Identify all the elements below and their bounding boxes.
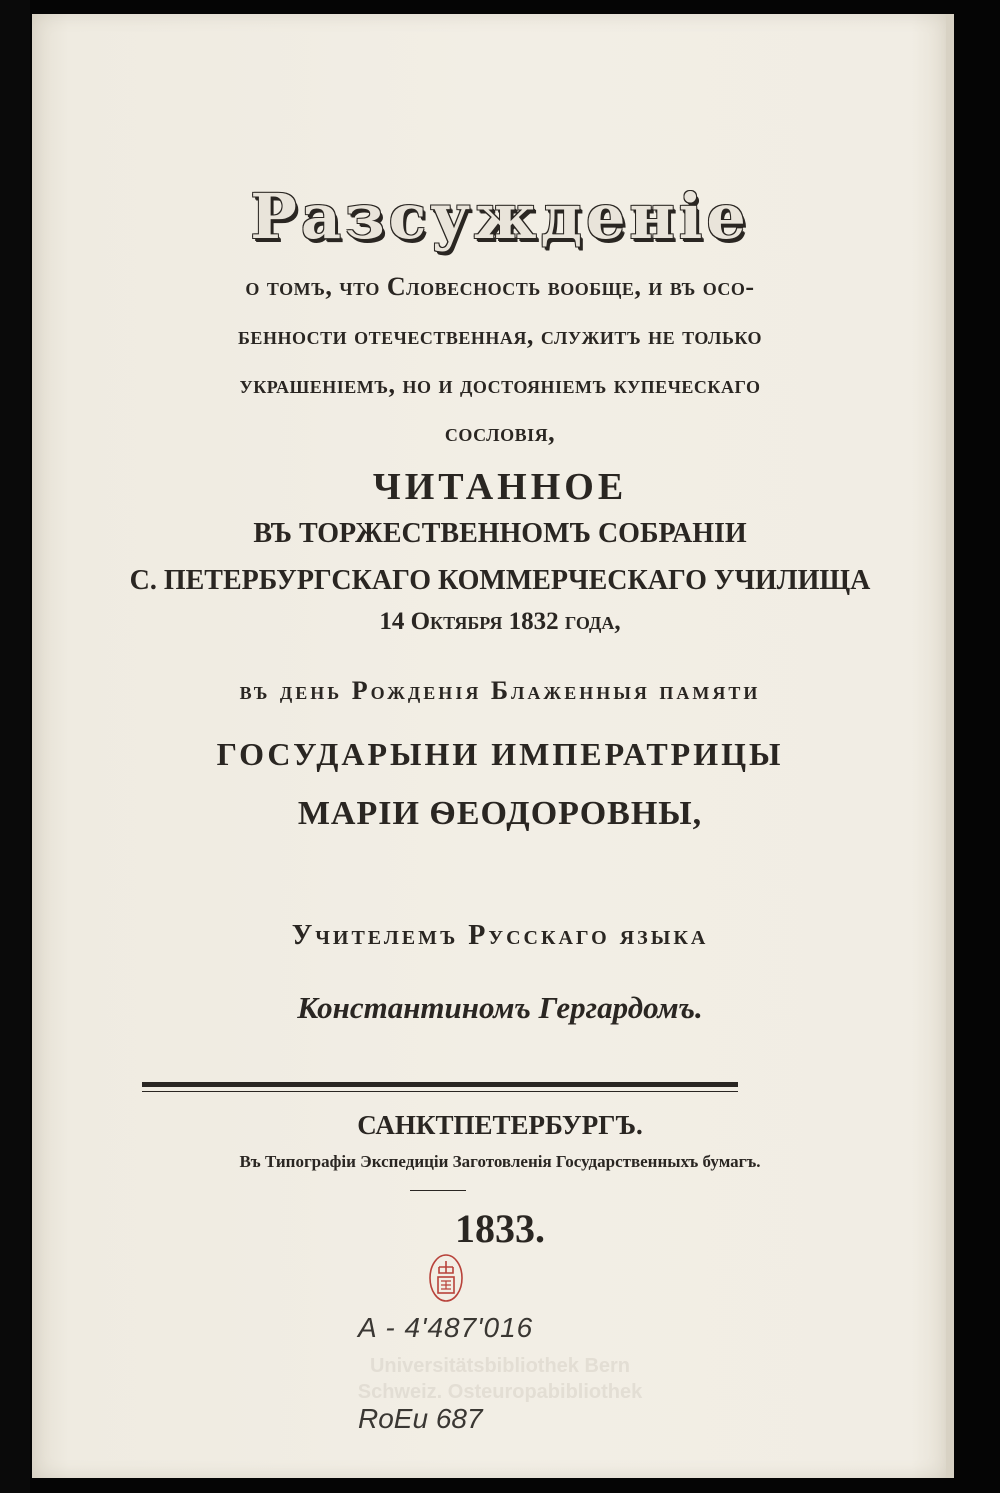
imprint-year: 1833. <box>455 1206 545 1251</box>
birthday-line: въ день Рожденія Блаженныя памяти <box>239 676 761 705</box>
handwritten-note: RoEu 687 <box>358 1403 483 1434</box>
author-line: Константиномъ Гергардомъ. <box>297 990 703 1025</box>
assembly-line: ВЪ ТОРЖЕСТВЕННОМЪ СОБРАНІИ <box>253 518 747 549</box>
imprint-city: САНКТПЕТЕРБУРГЪ. <box>357 1110 643 1140</box>
empress-line: ГОСУДАРЫНИ ИМПЕРАТРИЦЫ <box>216 736 784 772</box>
divider-short <box>410 1190 466 1191</box>
library-stamp-icon <box>428 1253 464 1303</box>
school-line: С. ПЕТЕРБУРГСКАГО КОММЕРЧЕСКАГО УЧИЛИЩА <box>129 565 871 596</box>
subtitle-line-4: сословія, <box>444 418 556 447</box>
teacher-line: Учителемъ Русскаго языка <box>291 920 709 951</box>
subtitle-line-3: украшеніемъ, но и достояніемъ купеческаго <box>239 370 761 399</box>
divider-thick <box>142 1082 738 1087</box>
subtitle-line-1: о томъ, что Словесность вообще, и въ осо- <box>245 272 755 301</box>
imprint-press: Въ Типографіи Экспедиціи Заготовленія Государственныхъ бумагъ. <box>239 1152 761 1171</box>
handwritten-shelfmark: A - 4'487'016 <box>358 1312 534 1343</box>
watermark-line-2: Schweiz. Osteuropabibliothek <box>357 1381 643 1403</box>
subtitle-line-2: бенности отечественная, служитъ не только <box>238 321 762 350</box>
date-line: 14 Октября 1832 года, <box>379 608 621 635</box>
divider-thin <box>142 1091 738 1092</box>
decorative-title: Разсужденіе <box>250 180 750 253</box>
read-heading: ЧИТАННОЕ <box>372 466 628 508</box>
watermark-line-1: Universitätsbibliothek Bern <box>369 1355 631 1377</box>
name-line: МАРІИ ѲЕОДОРОВНЫ, <box>297 795 703 832</box>
